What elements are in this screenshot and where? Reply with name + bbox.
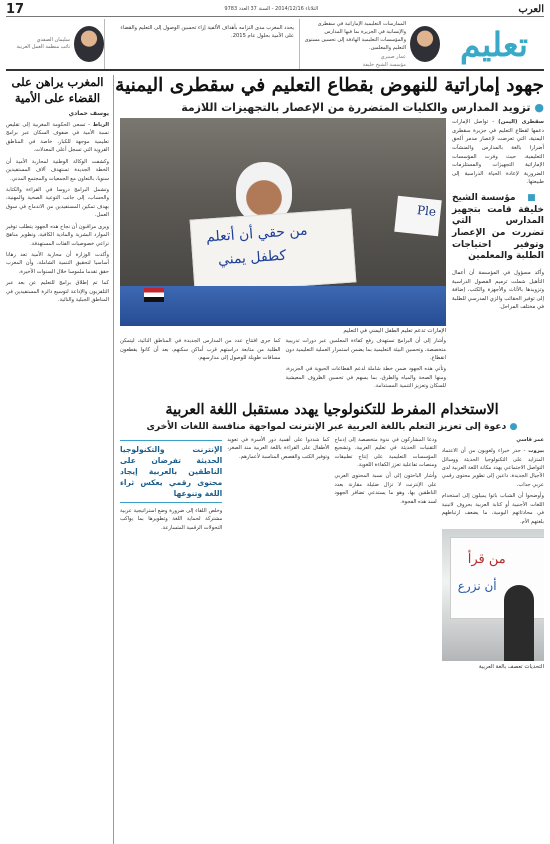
- section-header: [6, 19, 544, 71]
- article1-subheadline-text: تزويد المدارس والكليات المتضررة من الإعصار بالتجهيزات اللازمة: [181, 101, 531, 115]
- article2-pull-quote: الإنترنت والتكنولوجيا الحديثة تفرضان على الناطقين بالعربية إيجاد محتوى رقمي يعكس ثراء اللغة وتنوعها: [120, 440, 222, 503]
- masthead: [6, 2, 544, 17]
- article2-paragraph: وأوضحوا أن الشباب باتوا يميلون إلى استخدام اللغات الأجنبية أو كتابة العربية بحروف لاتينية في محادثاتهم اليومية، ما يضعف ارتباطهم بلغتهم الأم.: [441, 493, 544, 525]
- article1-top-row: [120, 118, 544, 394]
- section-title: تعليم: [460, 24, 528, 64]
- sidebar-paragraph: كما تم إطلاق برامج للتعليم عن بعد عبر التلفزيون والإذاعة لتوسيع دائرة المستفيدين في المناطق الجبلية والنائية.: [6, 280, 109, 304]
- article1-headline[interactable]: جهود إماراتية للنهوض بقطاع التعليم في سقطرى اليمنية: [115, 75, 544, 96]
- teaser-right-text: الممارسات التعليمية الإماراتية في سقطرى والإنسانية في الجزيرة بما فيها المدارس والمؤسسات التعليمية الهادفة إلى تحسين مستوى التعليم والمعلمين.: [304, 21, 406, 51]
- article2-column: [335, 436, 437, 672]
- sidebar-body: الرباط - تسعى الحكومة المغربية إلى تقليص نسبة الأمية في صفوف السكان عبر برامج تعليمية موجهة للكبار، خاصة في المناطق القروية التي تسجل أعلى المعدلات. وكشفت الوكالة الوطنية لمحاربة الأمية أن الخطة الجديدة تستهدف آلاف المستفيدين سنويا، بالتعاون مع الجمعيات والمجتمع المدني. وتشمل البرامج دروسا في القراءة والكتابة والحساب، إلى جانب التوعية الصحية والمهنية، بهدف تمكين المستفيدين من الاندماج في سوق العمل. ويرى مراقبون أن نجاح هذه الجهود يتطلب توفير الموارد البشرية والمادية الكافية، وتطوير مناهج تراعي خصوصيات الفئات المستهدفة. وأكدت الوزارة أن محاربة الأمية تعد رهانا أساسيا لتحقيق التنمية الشاملة، وأن المغرب حقق تقدما ملموسا خلال السنوات الأخيرة. كما تم إطلاق برامج للتعليم عن بعد عبر التلفزيون والإذاعة لتوسيع دائرة المستفيدين في المناطق الجبلية والنائية.: [6, 122, 109, 304]
- article1-column: [120, 337, 281, 394]
- article2-subheadline-text: دعوة إلى تعزيز التعلم باللغة العربية عبر الإنترنت لمواجهة منافسة اللغات الأخرى: [146, 420, 507, 432]
- article1-photo-block: [120, 118, 446, 394]
- sidebar-article: [6, 75, 114, 844]
- page-number: 17: [6, 1, 25, 17]
- article2-photo[interactable]: [442, 529, 544, 661]
- sidebar-author: يوسف حمادي: [68, 110, 109, 118]
- yemen-flag-icon: [144, 288, 164, 302]
- article1-dateline: سقطرى (اليمن): [498, 119, 544, 126]
- article1-paragraph: وأكد مسؤول في المؤسسة أن أعمال التأهيل شملت ترميم الفصول الدراسية وتزويدها بالأثاث والأجهزة والكتب، إضافة إلى توفير الحقائب والزي المدرسي للطلبة في مختلف المراحل.: [452, 269, 544, 311]
- article2-subheadline: [120, 421, 544, 432]
- article2-paragraph: وأشار الباحثون إلى أن نسبة المحتوى العربي على الإنترنت لا تزال ضئيلة مقارنة بعدد الناطقين بها، وهو ما يستدعي تضافر الجهود لسد هذه الفجوة.: [334, 473, 437, 505]
- sidebar-headline[interactable]: المغرب يراهن على القضاء على الأمية: [11, 75, 104, 105]
- page-content: [6, 75, 544, 844]
- bullet-icon: ●: [530, 101, 544, 115]
- author-portrait: [410, 26, 440, 62]
- article1-paragraph: كما جرى افتتاح عدد من المدارس الجديدة في المناطق النائية، ليتمكن الطلبة من متابعة دراستهم قرب أماكن سكنهم، بعد أن كانوا يقطعون مسافات طويلة للوصول إلى مدارسهم.: [120, 338, 281, 362]
- article2-column: عمر قاسي بيروت - حذر خبراء ولغويون من أن الاعتماد المتزايد على التكنولوجيا الحديثة ووسائل التواصل الاجتماعي يهدد مكانة اللغة العربية لدى الأجيال الجديدة، داعين إلى تطوير محتوى رقمي عربي جذاب. وأوضحوا أن الشباب باتوا يميلون إلى استخدام اللغات الأجنبية أو كتابة العربية بحروف لاتينية في محادثاتهم اليومية، ما يضعف ارتباطهم بلغتهم الأم. من قرأ أن نزرع التحديات تعصف بالغة العربية: [442, 436, 544, 672]
- side-sign-text: Ple: [416, 203, 437, 220]
- author-left-role: نائب منظمة العمل العربية: [16, 44, 70, 50]
- article1-paragraph: وأشار إلى أن البرامج تستهدف رفع كفاءة المعلمين عبر دورات تدريبية متخصصة، وتحسين البيئة التعليمية بما يضمن استمرار العملية التعليمية دون انقطاع.: [285, 338, 446, 362]
- teaser-right-role: مؤسسة الشيخ خليفة: [362, 62, 406, 68]
- article1-column: [286, 337, 447, 394]
- article2-paragraph: ودعا المشاركون في ندوة متخصصة إلى إدماج التقنيات الحديثة في تعليم العربية، وتشجيع المؤسسات التعليمية على إنتاج تطبيقات ومنصات تفاعلية تعزز الكفاءة اللغوية.: [334, 436, 437, 468]
- newspaper-logo: العرب: [518, 3, 544, 15]
- article1-subheadline: [120, 101, 544, 114]
- article1-paragraph: وتأتي هذه الجهود ضمن خطة شاملة لدعم القطاعات الحيوية في الجزيرة، ومنها الصحة والمياه والطرق، بما يسهم في تحسين الظروف المعيشية للسكان وتعزيز التنمية المستدامة.: [285, 366, 446, 390]
- article2-column: [120, 436, 222, 672]
- sign-text-line1: من حقي أن أتعلم: [205, 222, 309, 246]
- author-portrait: [74, 26, 104, 62]
- author-left-name: سليمان الصفدي: [36, 36, 70, 43]
- article1-columns: [120, 337, 446, 394]
- blue-banner: [120, 286, 446, 326]
- bullet-icon: ●: [506, 420, 518, 432]
- article2-column: [227, 436, 329, 672]
- teacher-figure: [504, 585, 534, 661]
- sidebar-paragraph: وكشفت الوكالة الوطنية لمحاربة الأمية أن الخطة الجديدة تستهدف آلاف المستفيدين سنويا، بالتعاون مع الجمعيات والمجتمع المدني.: [6, 158, 109, 182]
- board-text-line1: من قرأ: [467, 551, 506, 567]
- header-author-left[interactable]: [6, 19, 104, 69]
- header-teaser-mid[interactable]: يحدد المغرب مدى التزامه بأهداف الألفية إزاء تحسين الوصول إلى التعليم والقضاء على الأمية بحلول عام 2015.: [104, 19, 300, 69]
- article2-paragraph: وخلص اللقاء إلى ضرورة وضع استراتيجية عربية مشتركة لحماية اللغة وتطويرها بما يواكب التحولات الرقمية المتسارعة.: [120, 507, 223, 531]
- sidebar-paragraph: ويرى مراقبون أن نجاح هذه الجهود يتطلب توفير الموارد البشرية والمادية الكافية، وتطوير مناهج تراعي خصوصيات الفئات المستهدفة.: [6, 223, 109, 247]
- article1-lead-column: سقطرى (اليمن) - تواصل الإمارات دعمها لقطاع التعليم في جزيرة سقطرى اليمنية، التي تعرضت لإعصار مدمر ألحق أضرارا بالغة بالمدارس والمنشآت التعليمية، حيث وفرت المؤسسات الإماراتية التجهيزات والمستلزمات الضرورية لإعادة الحياة الدراسية إلى طبيعتها. ■ مؤسسة الشيخ خليفة قامت بتجهيز المدارس التي تضررت من الإعصار وتوفير احتياجات الطلبة والمعلمين وأكد مسؤول في المؤسسة أن أعمال التأهيل شملت ترميم الفصول الدراسية وتزويدها بالأثاث والأجهزة والكتب، إضافة إلى توفير الحقائب والزي المدرسي للطلبة في مختلف المراحل.: [452, 119, 544, 311]
- article1-photo[interactable]: [120, 118, 446, 326]
- sidebar-paragraph: وأكدت الوزارة أن محاربة الأمية تعد رهانا أساسيا لتحقيق التنمية الشاملة، وأن المغرب حقق تقدما ملموسا خلال السنوات الأخيرة.: [6, 251, 109, 275]
- article1-pull-quote: [452, 193, 544, 263]
- square-bullet-icon: ■: [515, 192, 544, 203]
- teaser-right-author: عمار صيبري: [380, 54, 406, 60]
- article2-headline[interactable]: الاستخدام المفرط للتكنولوجيا يهدد مستقبل اللغة العربية: [165, 401, 499, 418]
- issue-info: الثلاثاء 2014/12/16 - السنة 37 العدد 9783: [224, 6, 319, 12]
- sign-text-line2: كطفل يمني: [217, 247, 287, 269]
- article2-byline: عمر قاسي: [516, 436, 544, 443]
- article1-caption: الإمارات تدعم تعليم الطفل اليمني في التعليم: [343, 328, 446, 335]
- board-text-line2: أن نزرع: [457, 578, 497, 593]
- article1-lead: تواصل الإمارات دعمها لقطاع التعليم في جزيرة سقطرى اليمنية، التي تعرضت لإعصار مدمر ألحق أضرارا بالغة بالمدارس والمنشآت التعليمية، حيث وفرت المؤسسات الإماراتية التجهيزات والمستلزمات الضرورية لإعادة الحياة الدراسية إلى طبيعتها.: [452, 119, 544, 186]
- article2-caption: التحديات تعصف بالغة العربية: [478, 663, 544, 670]
- sidebar-paragraph: وتشمل البرامج دروسا في القراءة والكتابة والحساب، إلى جانب التوعية الصحية والمهنية، بهدف تمكين المستفيدين من الاندماج في سوق العمل.: [6, 186, 109, 219]
- article2-paragraph: حذر خبراء ولغويون من أن الاعتماد المتزايد على التكنولوجيا الحديثة ووسائل التواصل الاجتماعي يهدد مكانة اللغة العربية لدى الأجيال الجديدة، داعين إلى تطوير محتوى رقمي عربي جذاب.: [441, 448, 544, 488]
- sidebar-dateline: الرباط: [92, 122, 109, 129]
- article2-columns: [120, 436, 544, 672]
- header-teaser-right[interactable]: [300, 19, 444, 69]
- article2-paragraph: كما شددوا على أهمية دور الأسرة في تعويد الأطفال على القراءة باللغة العربية منذ الصغر، وتوفير الكتب والقصص المناسبة لأعمارهم.: [227, 436, 330, 460]
- sidebar-paragraph: تسعى الحكومة المغربية إلى تقليص نسبة الأمية في صفوف السكان عبر برامج تعليمية موجهة للكبار، خاصة في المناطق القروية التي تسجل أعلى المعدلات.: [6, 122, 109, 154]
- article1-pull-quote-text: مؤسسة الشيخ خليفة قامت بتجهيز المدارس التي تضررت من الإعصار وتوفير احتياجات الطلبة والمعلمين: [452, 192, 544, 262]
- article2-dateline: بيروت: [528, 448, 545, 455]
- main-articles: [115, 75, 545, 844]
